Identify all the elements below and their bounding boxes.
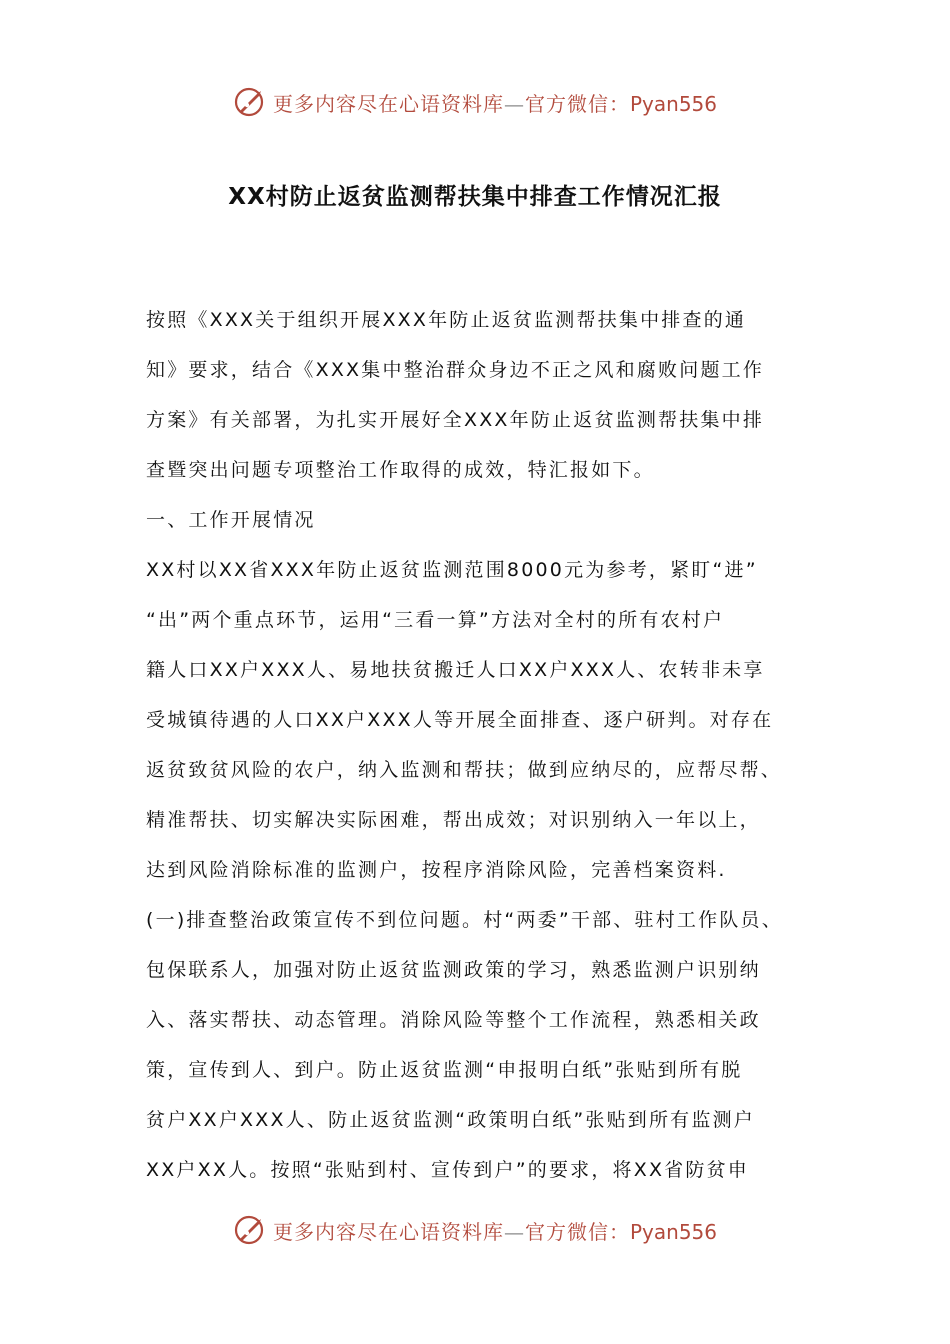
body-line: 方案》有关部署，为扎实开展好全XXX年防止返贫监测帮扶集中排: [146, 409, 765, 431]
body-line: 贫户XX户XXX人、防止返贫监测“政策明白纸”张贴到所有监测户: [146, 1109, 755, 1131]
body-line: (一)排查整治政策宣传不到位问题。村“两委”干部、驻村工作队员、: [146, 909, 783, 931]
body-line: 包保联系人，加强对防止返贫监测政策的学习，熟悉监测户识别纳: [146, 959, 761, 981]
pen-logo-icon: [233, 85, 267, 119]
body-line: XX户XX人。按照“张贴到村、宣传到户”的要求，将XX省防贫申: [146, 1159, 749, 1181]
body-line: “出”两个重点环节，运用“三看一算”方法对全村的所有农村户: [146, 609, 725, 631]
body-line: 精准帮扶、切实解决实际困难，帮出成效；对识别纳入一年以上，: [146, 809, 761, 831]
body-line: 查暨突出问题专项整治工作取得的成效，特汇报如下。: [146, 459, 655, 481]
watermark-banner-bottom: [0, 1210, 950, 1250]
body-line: 入、落实帮扶、动态管理。消除风险等整个工作流程，熟悉相关政: [146, 1009, 761, 1031]
body-line: 受城镇待遇的人口XX户XXX人等开展全面排查、逐户研判。对存在: [146, 709, 774, 731]
body-line: XX村以XX省XXX年防止返贫监测范围8000元为参考，紧盯“进”: [146, 559, 758, 581]
watermark-text: 更多内容尽在心语资料库—官方微信：Pyan556: [272, 1219, 717, 1244]
body-line: 达到风险消除标准的监测户，按程序消除风险，完善档案资料.: [146, 859, 727, 881]
watermark-text: 更多内容尽在心语资料库—官方微信：Pyan556: [272, 91, 717, 116]
pen-logo-icon: [233, 1213, 267, 1247]
body-line: 按照《XXX关于组织开展XXX年防止返贫监测帮扶集中排查的通: [146, 309, 747, 331]
body-line: 籍人口XX户XXX人、易地扶贫搬迁人口XX户XXX人、农转非未享: [146, 659, 765, 681]
watermark-banner-top: [0, 82, 950, 122]
body-line: 知》要求，结合《XXX集中整治群众身边不正之风和腐败问题工作: [146, 359, 765, 381]
section-heading: 一、工作开展情况: [146, 509, 316, 531]
body-line: 返贫致贫风险的农户，纳入监测和帮扶；做到应纳尽的，应帮尽帮、: [146, 759, 783, 781]
body-line: 策，宣传到人、到户。防止返贫监测“申报明白纸”张贴到所有脱: [146, 1059, 743, 1081]
document-body: [146, 295, 811, 1195]
document-title: XX村防止返贫监测帮扶集中排查工作情况汇报: [228, 184, 722, 210]
